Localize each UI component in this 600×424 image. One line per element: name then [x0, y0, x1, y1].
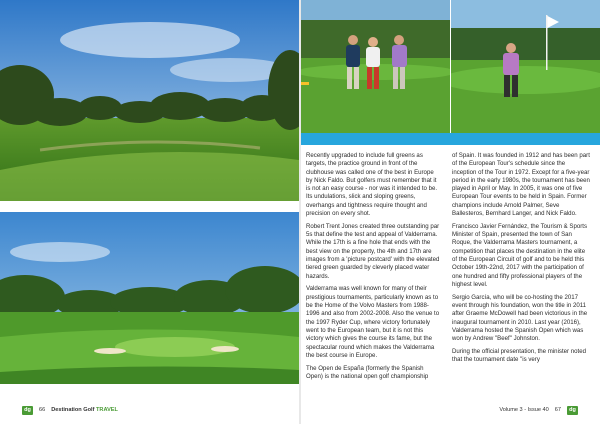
accent-band — [301, 133, 600, 145]
article-paragraph: The Open de España (formerly the Spanish Open) is the national open golf championship — [306, 364, 429, 380]
article-paragraph: Robert Trent Jones created three outstanding par 5s that define the test and appeal of Valderrama. While the 17th is a fine hole that ends with the best view on the property, the 4th and 17th are images from a 'picture postcard' with the elevated tiered green guarded by cleverly placed water hazards. — [306, 222, 440, 280]
publication-name — [51, 407, 118, 413]
article-paragraph: During the official presentation, the minister noted that the tournament date "is very — [452, 348, 587, 364]
article-paragraph: Valderrama was well known for many of their prestigious tournaments, particularly known as to be the Home of the Volvo Masters from 1988-1996 and also from 2002-2008. Also the venue to the 1997 Ryder Cup, where victory fortunately went to the European team, but it is not this victory which gives the course its fame, but the spectacular round which makes the Valderrama the best course in Europe. — [306, 285, 440, 359]
article-column-1 — [306, 152, 441, 386]
section-name: TRAVEL — [96, 407, 118, 413]
article-paragraph: Recently upgraded to include full greens as targets, the practice ground in front of the clubhouse was called one of the best in Europe by Nick Faldo. But golfers must remember that it is not an easy course - nor was it intended to be. Its undulations, slick and sloping greens, overhangs and tightness require thought and precision on every shot. — [306, 152, 438, 218]
right-page-footer — [499, 404, 578, 416]
right-page-number: 67 — [554, 407, 561, 413]
left-page-number: 66 — [39, 407, 46, 413]
article-paragraph: Sergio García, who will be co-hosting the 2017 event through his foundation, won the title in 2011 after Graeme McDowell had been victorious in the inaugural tournament in 2010. Last year (2016), Valderrama hosted the Spanish Open which was won by Andrew "Beef" Johnston. — [452, 293, 588, 343]
golfer-at-pin-photo — [451, 0, 600, 133]
left-page-footer — [22, 404, 118, 416]
page-gutter — [299, 0, 301, 424]
article-paragraph: of Spain. It was founded in 1912 and has been part of the European Tour's schedule since the inception of the Tour in 1972. Except for a five-year period in the early 1980s, the tournament has been played in April or May. In 2005, it was one of five European Tour events to be held in Spain. Former champions include Arnold Palmer, Seve Ballesteros, Bernhard Langer, and Nick Faldo. — [452, 152, 590, 218]
dg-logo-icon: dg — [567, 406, 578, 415]
issue-label: Volume 3 - Issue 40 — [499, 407, 549, 413]
article-column-2 — [452, 152, 590, 369]
golfers-group-photo — [301, 0, 450, 133]
publication-title: Destination Golf — [51, 407, 95, 413]
course-photo-green — [0, 212, 299, 384]
dg-logo-icon: dg — [22, 406, 33, 415]
article-paragraph: Francisco Javier Fernández, the Tourism & Sports Minister of Spain, presented the town of San Roque, the Valderrama Masters tournament, a competition that places the destination in the elite of the European Circuit of golf and to be held this October 19th-22nd, 2017 with the participation of one hundred and fifty professional players of the highest level. — [452, 222, 588, 288]
course-photo-fairway — [0, 0, 299, 201]
